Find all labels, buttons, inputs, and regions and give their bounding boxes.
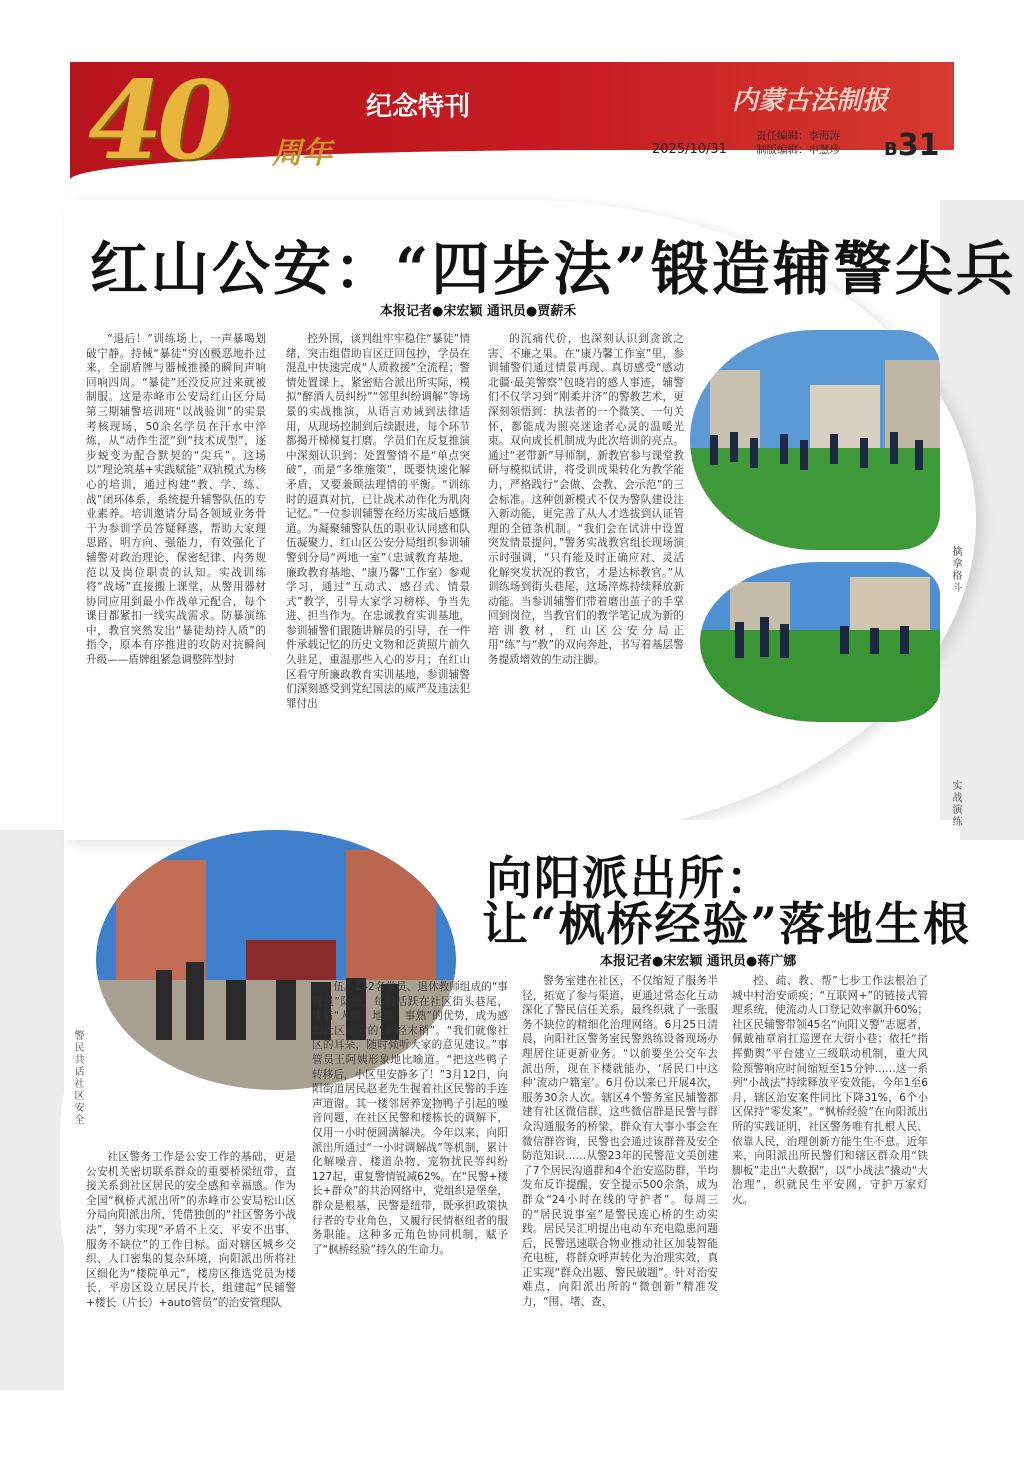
article1-byline: 本报记者●宋宏颖 通讯员●贾薪禾 xyxy=(380,304,577,319)
article2-byline: 本报记者●宋宏颖 通讯员●蒋广娜 xyxy=(600,954,797,969)
page-number-value: 31 xyxy=(897,128,940,163)
side-panel-left xyxy=(0,830,64,1390)
anniversary-number: 40 xyxy=(88,58,227,184)
article1-title: 红山公安：“四步法”锻造辅警尖兵 xyxy=(90,235,1017,303)
community-photo-caption: 警民共话社区安全 xyxy=(72,1030,83,1126)
page-number xyxy=(884,128,939,163)
page-prefix: B xyxy=(884,139,898,160)
photo-caption-2: 实战演练 xyxy=(950,780,961,828)
training-photo-1 xyxy=(690,330,940,550)
article1-column-2 xyxy=(286,332,470,802)
issue-date: 2025/10/31 xyxy=(652,142,727,157)
article1-col3-text: 的沉痛代价，也深刻认识到贪欲之害、不廉之果。在“康乃馨工作室”里，参训辅警们通过情景再现、真切感受“感动北疆·最美警察”包晓岩的感人事迹，辅警们不仅学习到“刚柔并济”的警教艺术，更深刻领悟到：执法者的一个微笑、一句关怀，都能成为照亮迷途者心灵的温暖光束。双向成长机制成为此次培训的亮点。通过“老带新”导师制，新教官参与课堂教研与模拟试讲，将受训成果转化为教学能力，严格践行“会做、会教、会示范”的三会标准。这种创新模式不仅为警队建设注入新动能，更完善了从人才选拔到认证管理的全链条机制。“我们会在试讲中设置突发情景提问，”警务实战教官组长现场演示时强调，“只有能及时正确应对、灵活化解突发状况的教官，才是达标教官。”从训练场到街头巷尾，这场淬炼持续释放新动能。当参训辅警们带着磨出茧子的手掌回到岗位，当教官们的教学笔记成为新的培训教材，红山区公安分局正用“练”与“教”的双向奔赴，书写着基层警务提质增效的生动注脚。 xyxy=(488,333,684,667)
article1-col1-text: “退后！”训练场上，一声暴喝划破宁静。持械“暴徒”穷凶极恶地扑过来，全副盾牌与器械推搡的瞬间声响回响四周。“暴徒”还没反应过来就被制服。这是赤峰市公安局红山区分局第三期辅警培训班“以战验训”的实景考核现场，50余名学员在汗水中淬炼，从“动作生涩”到“技术成型”，逐步蜕变为配合默契的“尖兵”。这场以“理论筑基+实践赋能”双轨模式为核心的培训，通过构建“教、学、练、战”闭环体系，系统提升辅警队伍的专业素养。培训邀请分局各领域业务骨干为参训学员答疑释惑，帮助大家理思路、明方向、强能力，有效强化了辅警对政治理论、保密纪律、内务规范以及岗位职责的认知。实战训练将“战场”直接搬上课堂，从警用器材协同应用到最小作战单元配合，每个课目都紧扣一线实战需求。防暴演练中，教官突然发出“暴徒劫持人质”的指令，原本有序推进的攻防对抗瞬间升级——盾牌组紧急调整阵型封 xyxy=(86,333,266,667)
editor-line-1: 责任编辑：李海涛 xyxy=(756,130,840,142)
article2-column-3 xyxy=(522,974,718,1460)
article2-title-line2: 让“枫桥经验”落地生根 xyxy=(482,897,971,951)
special-issue-title: 纪念特刊 xyxy=(366,92,471,122)
photo-caption-1: 擒拿格斗 xyxy=(950,546,961,594)
article1-column-1 xyxy=(86,332,266,802)
editor-info xyxy=(756,129,840,157)
article2-col2-text: 伍。142名党员、退休教师组成的“事管员”队伍，每日活跃在社区街头巷尾，凭借“人熟、地熟、事熟”的优势，成为感知社区矛盾的“神经末梢”。“我们就像社区的耳朵，随时倾听大家的意见建议。”事管员王阿姨形象地比喻道。“把这些鸭子转移后，小区里安静多了！”3月12日，向阳街道居民赵老先生握着社区民警的手连声道谢。其一楼邻居养宠物鸭子引起的噪音问题，在社区民警和楼栋长的调解下，仅用一小时便圆满解决。今年以来，向阳派出所通过“一小时调解战”等机制，累计化解噪音、楼道杂物、宠物扰民等纠纷127起，重复警情锐减62%。在“民警+楼长+群众”的共治网络中，党组织是堡垒，群众是根基，民警是纽带，既承担政策执行者的专业角色，又履行民情枢纽者的服务职能。这种多元角色协同机制，赋予了“枫桥经验”持久的生命力。 xyxy=(312,981,508,1256)
article2-title-line1: 向阳派出所： xyxy=(486,851,774,905)
training-photo-2-image xyxy=(700,562,940,722)
anniversary-label: 周年 xyxy=(272,136,332,171)
article2-column-4 xyxy=(732,974,928,1414)
article2-col4-text: 控、疏、教、帮”七步工作法根治了城中村治安顽疾；“互联网+”的链接式管理系统，使流动人口登记效率飙升60%；社区民辅警带领45名“向阳义警”志愿者，佩戴袖章肩扛巡逻在大街小巷；依托“指挥勤舆”平台建立三级联动机制，重大风险预警响应时间缩短至15分钟……这一系列“小战法”持续释放平安效能，今年1至6月，辖区治安案件同比下降31%，6个小区保持“零发案”。“枫桥经验”在向阳派出所的实践证明，社区警务唯有扎根人民、依靠人民，治理创新方能生生不息。近年来，向阳派出所民警们和辖区群众用“铁脚板”走出“大数据”，以“小战法”撬动“大治理”，织就民生平安网，守护万家灯火。 xyxy=(732,975,928,1206)
article2-column-1 xyxy=(86,1150,296,1460)
article1-col2-text: 控外围，谈判组牢牢稳住“暴徒”情绪，突击组借助盲区迂回包抄，学员在混乱中快速完成“人质救援”全流程；警情处置课上，紧密贴合派出所实际，模拟“醉酒人员纠纷”“邻里纠纷调解”等场景的实战推演，从语言劝诫到法律适用，从现场控制到后续跟进，每个环节都揭开梯梯复打磨。学员们在反复推演中深刻认识到：处置警情不是“单点突破”，而是“多维施策”，既要快速化解矛盾，又要兼顾法理情的平衡。“训练时的逼真对抗，已让战术动作化为肌肉记忆。”一位参训辅警在经历实战后感慨道。为凝聚辅警队伍的职业认同感和队伍凝聚力，红山区公安分局组织参训辅警到分局“两地一室”（忠诚教育基地、廉政教育基地、“康乃馨”工作室）参观学习，通过“互动式、感召式、情景式”教学，引导大家学习榜样、争当先进、担当作为。在忠诚教育实训基地，参训辅警们跟随讲解员的引导，在一件件承载记忆的历史文物和泛黄照片前久久驻足，重温那些入心的岁月；在红山区看守所廉政教育实训基地，参训辅警们深刻感受到党纪国法的威严及违法犯罪付出 xyxy=(286,333,470,710)
editor-line-2: 制版编辑：申慧珍 xyxy=(756,144,840,156)
article1-column-3 xyxy=(488,332,684,772)
training-photo-1-image xyxy=(690,330,940,550)
training-photo-2 xyxy=(700,562,940,722)
article2-col3-text: 警务室建在社区，不仅缩短了服务半径，拓宽了参与渠道，更通过常态化互动深化了警民信任关系，最终织就了一张服务不缺位的精细化治理网络。6月25日清晨，向阳社区警务室民警熟练设备现场办理居住证更新业务。“以前要坐公交车去派出所，现在下楼就能办，‘居民口中这种’流动户籍室’。6月份以来已开展4次，服务30余人次。辖区4个警务室民辅警都建有社区微信群，这些微信群是民警与群众沟通服务的桥梁，群众有大事小事会在微信群咨询，民警也会通过该群普及安全防范知识……从警23年的民警范文美创建了7个居民沟通群和4个治安巡防群，半均发布反诈提醒、安全提示500余条，成为群众“24小时在线的守护者”。每周三的“居民说事室”是警民连心桥的生动实践。居民吴汇明提出电动车充电隐患问题后，民警迅速联合物业推动社区加装智能充电桩，将群众呼声转化为治理实效，真正实现“群众出题、警民破题”。针对治安难点，向阳派出所的“微创新”精准发力，“围、堵、查、 xyxy=(522,975,718,1309)
article2-column-2 xyxy=(312,980,508,1460)
article2-col1-text: 社区警务工作是公安工作的基础，更是公安机关密切联系群众的重要桥梁纽带，直接关系到社区居民的安全感和幸福感。作为全国“枫桥式派出所”的赤峰市公安局松山区分局向阳派出所，凭借独创的“社区警务小战法”，努力实现“矛盾不上交、平安不出事、服务不缺位”的工作目标。面对辖区城乡交织、人口密集的复杂环境，向阳派出所将社区细化为“楼院单元”，楼房区推选党员为楼长，平房区设立居民片长，组建起“民辅警+楼长（片长）+auto管员”的治安管理队 xyxy=(86,1151,296,1309)
paper-name-logo: 内蒙古法制报 xyxy=(732,86,889,116)
